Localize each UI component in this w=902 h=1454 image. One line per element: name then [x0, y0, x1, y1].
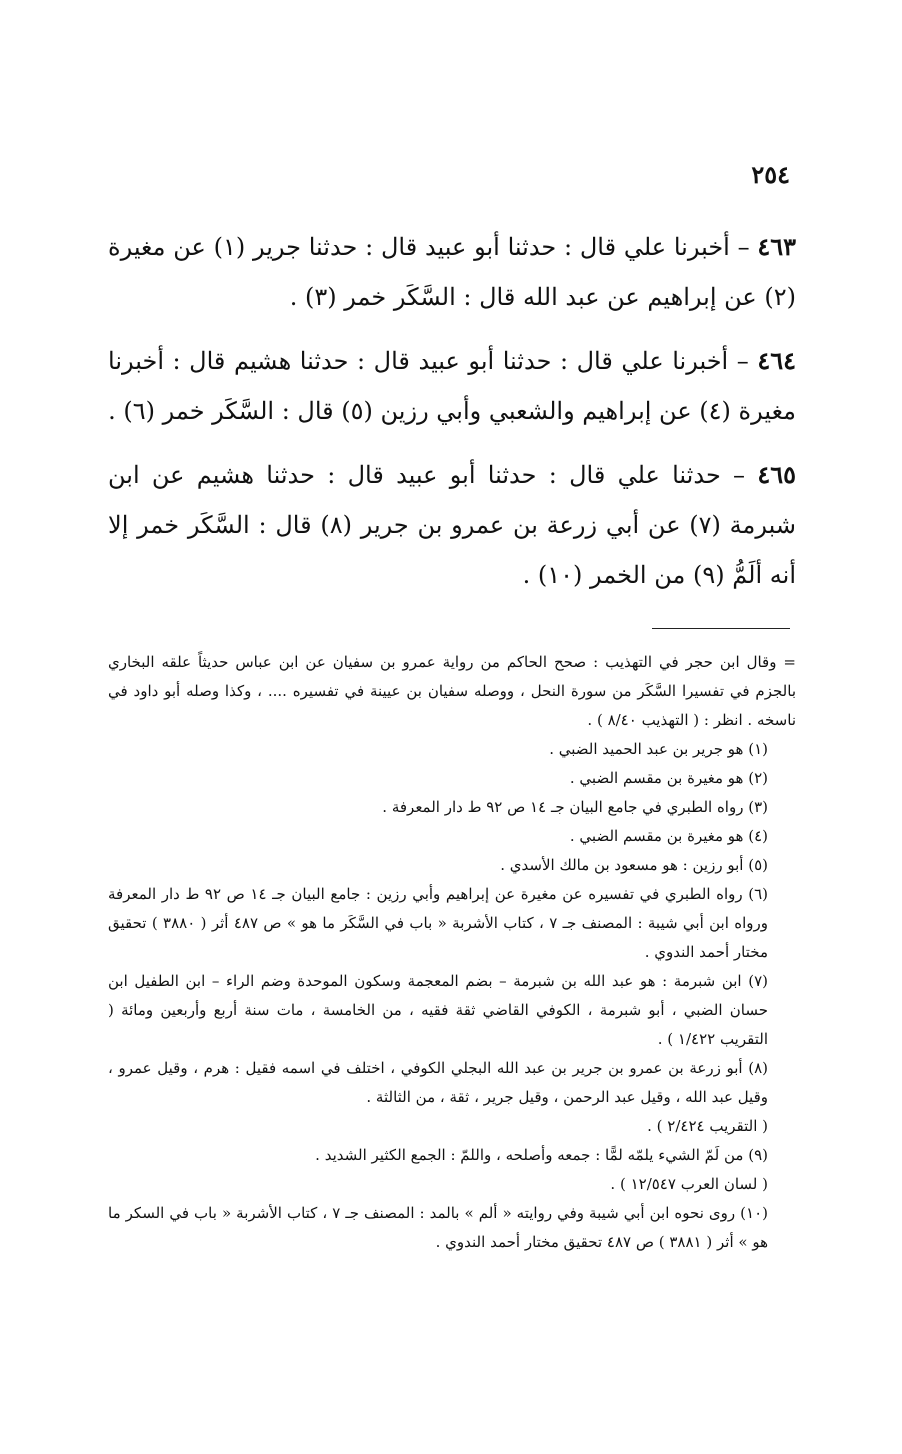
hadith-text: – أخبرنا علي قال : حدثنا أبو عبيد قال : حدثنا هشيم قال : أخبرنا مغيرة (٤) عن إبراهيم والشعبي وأبي رزين (٥) قال : السَّكَر خمر (٦) .: [108, 347, 796, 425]
footnote-6: (٦) رواه الطبري في تفسيره عن مغيرة عن إبراهيم وأبي رزين : جامع البيان جـ ١٤ ص ٩٢ ط دار المعرفة ورواه ابن أبي شيبة : المصنف جـ ٧ ، كتاب الأشربة « باب في السَّكَر ما هو » ص ٤٨٧ أثر ( ٣٨٨٠ ) تحقيق مختار أحمد الندوي .: [108, 885, 768, 961]
footnote-1: (١) هو جرير بن عبد الحميد الضبي .: [549, 740, 768, 758]
footnote-8: (٨) أبو زرعة بن عمرو بن جرير بن عبد الله البجلي الكوفي ، اختلف في اسمه فقيل : هرم ، وقيل عمرو ، وقيل عبد الله ، وقيل عبد الرحمن ، وقيل جرير ، ثقة ، من الثالثة .: [108, 1059, 768, 1106]
hadith-463: [108, 222, 796, 322]
footnote-4: (٤) هو مغيرة بن مقسم الضبي .: [569, 827, 768, 845]
footnote-7: (٧) ابن شبرمة : هو عبد الله بن شبرمة – بضم المعجمة وسكون الموحدة وضم الراء – ابن الطفيل ابن حسان الضبي ، أبو شبرمة ، الكوفي القاضي ثقة فقيه ، من الخامسة ، مات سنة أربع وأربعين ومائة ( التقريب ١/٤٢٢ ) .: [108, 972, 768, 1048]
footnote-continuation: = وقال ابن حجر في التهذيب : صحح الحاكم من رواية عمرو بن سفيان عن ابن عباس حديثاً علقه البخاري بالجزم في تفسيرا السَّكَر من سورة النحل ، ووصله سفيان بن عيينة في تفسيره .... ، وكذا وصله أبو داود في ناسخه . انظر : ( التهذيب ٨/٤٠ ) .: [108, 653, 796, 729]
footnotes: [108, 648, 796, 1257]
hadith-465: [108, 450, 796, 600]
hadith-text: – أخبرنا علي قال : حدثنا أبو عبيد قال : حدثنا جرير (١) عن مغيرة (٢) عن إبراهيم عن عبد الله قال : السَّكَر خمر (٣) .: [108, 233, 796, 311]
footnote-separator: [652, 628, 790, 629]
hadith-text: – حدثنا علي قال : حدثنا أبو عبيد قال : حدثنا هشيم عن ابن شبرمة (٧) عن أبي زرعة بن عمرو بن جرير (٨) قال : السَّكَر خمر إلا أنه ألَمُّ (٩) من الخمر (١٠) .: [108, 461, 796, 589]
page-number: ٢٥٤: [751, 160, 790, 189]
footnote-2: (٢) هو مغيرة بن مقسم الضبي .: [569, 769, 768, 787]
footnote-10: (١٠) روى نحوه ابن أبي شيبة وفي روايته « ألم » بالمد : المصنف جـ ٧ ، كتاب الأشربة « باب في السكر ما هو » أثر ( ٣٨٨١ ) ص ٤٨٧ تحقيق مختار أحمد الندوي .: [108, 1204, 768, 1251]
footnote-3: (٣) رواه الطبري في جامع البيان جـ ١٤ ص ٩٢ ط دار المعرفة .: [382, 798, 768, 816]
hadith-464: [108, 336, 796, 436]
hadith-number: ٤٦٣: [757, 232, 797, 261]
footnote-5: (٥) أبو رزين : هو مسعود بن مالك الأسدي .: [500, 856, 768, 874]
footnote-9: (٩) من لَمّ الشيء يلمّه لمًّا : جمعه وأصلحه ، واللمّ : الجمع الكثير الشديد .: [315, 1146, 768, 1164]
footnote-9-reference: ( لسان العرب ١٢/٥٤٧ ) .: [610, 1175, 768, 1193]
footnote-8-reference: ( التقريب ٢/٤٢٤ ) .: [647, 1117, 768, 1135]
hadith-number: ٤٦٥: [757, 460, 796, 489]
main-text: [108, 222, 796, 614]
hadith-number: ٤٦٤: [757, 346, 796, 375]
